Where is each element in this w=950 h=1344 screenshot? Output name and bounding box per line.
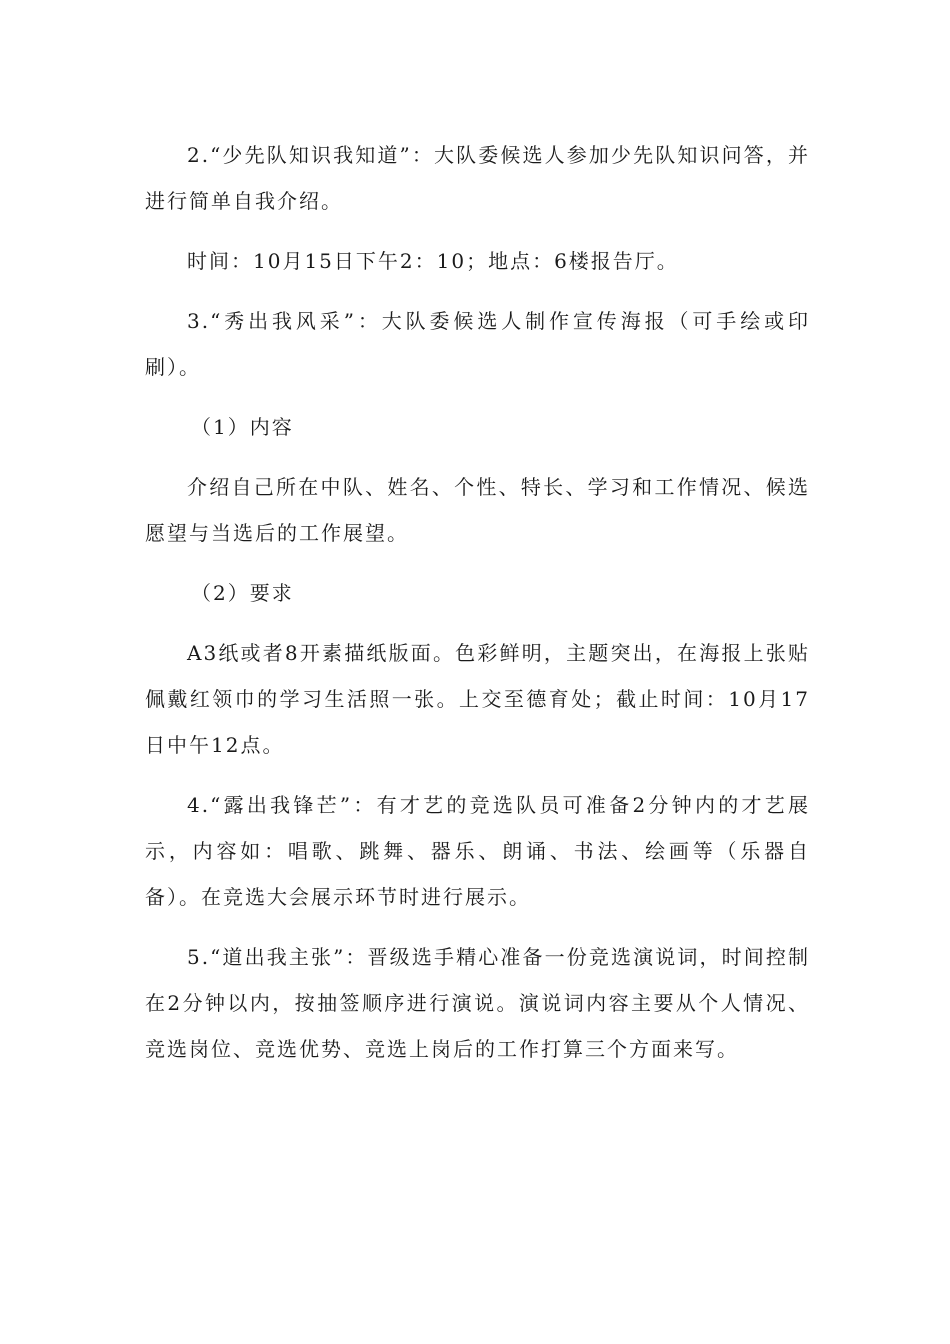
paragraph-item-3-poster: 3.“秀出我风采”：大队委候选人制作宣传海报（可手绘或印刷）。 xyxy=(145,309,810,379)
paragraph-item-2-quiz: 2.“少先队知识我知道”：大队委候选人参加少先队知识问答，并进行简单自我介绍。 xyxy=(145,143,810,213)
paragraph-item-5-speech: 5.“道出我主张”：晋级选手精心准备一份竞选演说词，时间控制在2分钟以内，按抽签顺序进行演说。演说词内容主要从个人情况、竞选岗位、竞选优势、竞选上岗后的工作打算三个方面来写。 xyxy=(145,945,810,1061)
paragraph-requirements-description: A3纸或者8开素描纸版面。色彩鲜明，主题突出，在海报上张贴佩戴红领巾的学习生活照一张。上交至德育处；截止时间：10月17日中午12点。 xyxy=(145,641,810,757)
subheading-content: （1）内容 xyxy=(191,415,294,439)
paragraph-time-location: 时间：10月15日下午2：10；地点：6楼报告厅。 xyxy=(187,249,679,273)
paragraph-content-description: 介绍自己所在中队、姓名、个性、特长、学习和工作情况、候选愿望与当选后的工作展望。 xyxy=(145,475,810,545)
paragraph-item-4-talent: 4.“露出我锋芒”：有才艺的竞选队员可准备2分钟内的才艺展示，内容如：唱歌、跳舞、器乐、朗诵、书法、绘画等（乐器自备）。在竞选大会展示环节时进行展示。 xyxy=(145,793,810,909)
subheading-requirements: （2）要求 xyxy=(191,581,294,605)
document-body xyxy=(145,132,810,1072)
